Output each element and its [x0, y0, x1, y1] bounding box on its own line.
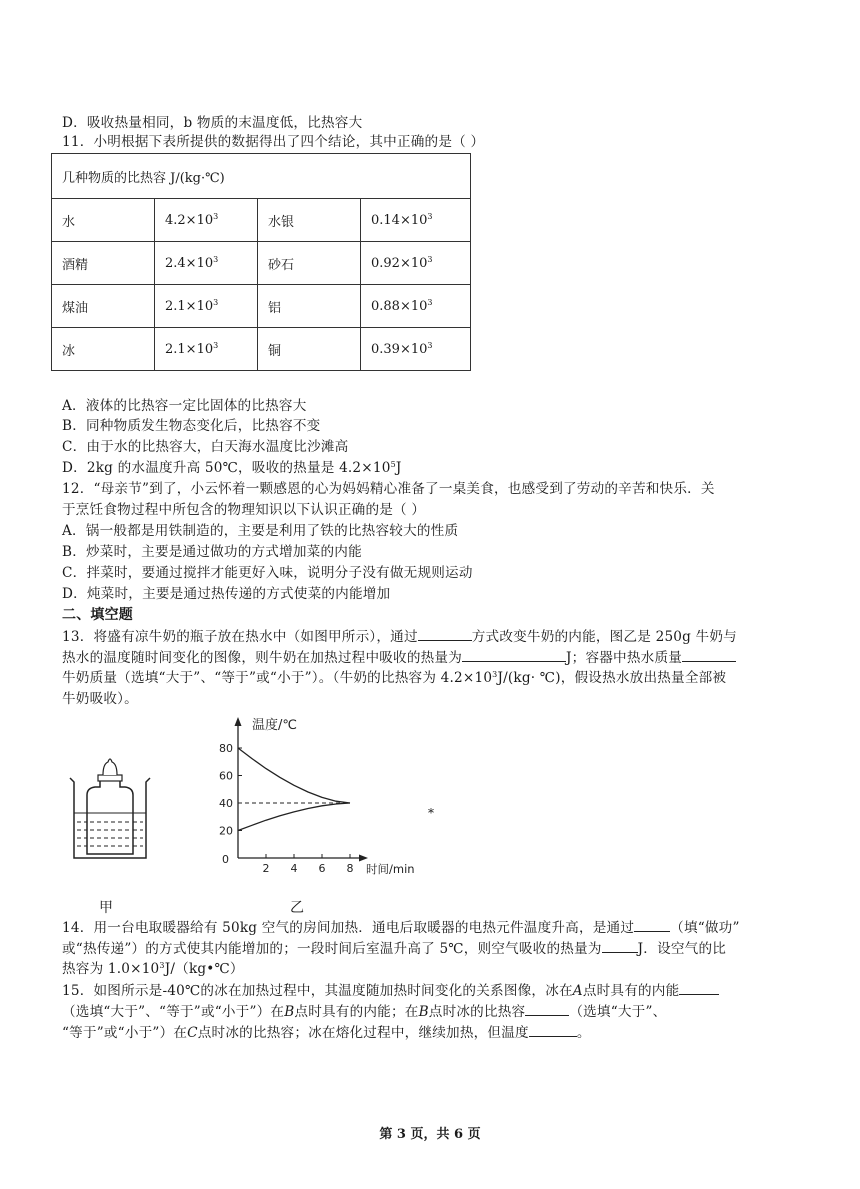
- table-cell: 砂石: [258, 242, 361, 285]
- milk-curve: [238, 803, 350, 831]
- q14-line1: 14．用一台电取暖器给有 50kg 空气的房间加热．通电后取暖器的电热元件温度升高，是通过 （填“做功”: [62, 917, 740, 938]
- origin-label: 0: [222, 853, 229, 866]
- q14-line3: 热容为 $1.0\times 10^3J/(kg•℃)$: [62, 961, 244, 977]
- q12-stem-line1: 12．“母亲节”到了，小云怀着一颗感恩的心为妈妈精心准备了一桌美食，也感受到了劳动的辛苦和快乐．关: [62, 481, 715, 497]
- q13-line2: 热水的温度随时间变化的图像，则牛奶在加热过程中吸收的热量为 J；容器中热水质量: [62, 647, 736, 668]
- figure-label-jia: 甲: [99, 900, 113, 916]
- q11-stem: 11．小明根据下表所提供的数据得出了四个结论，其中正确的是（ ）: [62, 134, 485, 150]
- table-cell: 酒精: [52, 242, 155, 285]
- beaker-figure: [62, 750, 162, 865]
- x-tick-label: 8: [346, 862, 354, 875]
- asterisk-mark: *: [428, 806, 434, 820]
- answer-blank[interactable]: [634, 917, 670, 932]
- answer-blank[interactable]: [602, 938, 638, 953]
- table-cell: $0.88\times 10^3$: [361, 285, 471, 328]
- answer-blank[interactable]: [418, 626, 472, 641]
- answer-blank[interactable]: [679, 980, 719, 995]
- page-footer: 第 3 页，共 6 页: [379, 1127, 481, 1142]
- q13-line4: 牛奶吸收）。: [62, 691, 138, 707]
- temperature-chart: [200, 712, 440, 882]
- answer-blank[interactable]: [525, 1001, 569, 1016]
- table-title: 几种物质的比热容 J/(kg·℃): [52, 154, 471, 199]
- q11-option-b: B．同种物质发生物态变化后，比热容不变: [62, 418, 321, 434]
- y-tick-label: 60: [219, 769, 233, 783]
- answer-blank[interactable]: [682, 647, 736, 662]
- x-tick-label: 2: [262, 862, 270, 875]
- table-cell: 铜: [258, 328, 361, 371]
- section-title: 二、填空题: [62, 607, 133, 623]
- q10-option-d: D．吸收热量相同，b 物质的末温度低，比热容大: [62, 115, 363, 131]
- y-tick-label: 20: [219, 824, 233, 838]
- x-tick-label: 4: [290, 862, 298, 875]
- y-tick-label: 80: [219, 742, 233, 755]
- q12-option-c: C．拌菜时，要通过搅拌才能更好入味，说明分子没有做无规则运动: [62, 565, 473, 581]
- q11-option-a: A．液体的比热容一定比固体的比热容大: [62, 398, 307, 414]
- table-row: [52, 199, 471, 242]
- x-axis-label: 时间/min: [366, 862, 415, 876]
- table-cell: $4.2\times 10^3$: [155, 199, 258, 242]
- table-cell: $0.92\times 10^3$: [361, 242, 471, 285]
- q15-line1: 15．如图所示是-40℃的冰在加热过程中，其温度随加热时间变化的关系图像，冰在A点时具有的内能: [62, 980, 719, 1001]
- answer-blank[interactable]: [462, 647, 566, 662]
- q13-line1: 13．将盛有凉牛奶的瓶子放在热水中（如图甲所示），通过 方式改变牛奶的内能，图乙是 250g 牛奶与: [62, 626, 737, 647]
- table-cell: $2.1\times 10^3$: [155, 285, 258, 328]
- figure-label-yi: 乙: [290, 900, 304, 916]
- table-cell: 铝: [258, 285, 361, 328]
- y-axis-label: 温度/℃: [252, 718, 297, 733]
- q15-line3: “等于”或“小于”）在C点时冰的比热容；冰在熔化过程中，继续加热，但温度 。: [62, 1022, 591, 1043]
- q12-option-a: A．锅一般都是用铁制造的，主要是利用了铁的比热容较大的性质: [62, 523, 459, 539]
- table-cell: 冰: [52, 328, 155, 371]
- q12-stem-line2: 于烹饪食物过程中所包含的物理知识以下认识正确的是（ ）: [62, 502, 426, 518]
- table-cell: $2.1\times 10^3$: [155, 328, 258, 371]
- hot-water-curve: [238, 748, 350, 803]
- table-cell: $2.4\times 10^3$: [155, 242, 258, 285]
- table-cell: 煤油: [52, 285, 155, 328]
- q14-line2: 或“热传递”）的方式使其内能增加的；一段时间后室温升高了 5℃，则空气吸收的热量为 J．设空气的比: [62, 938, 726, 959]
- specific-heat-table: [51, 153, 471, 371]
- q15-line2: （选填“大于”、“等于”或“小于”）在B点时具有的内能；在B点时冰的比热容 （选填“大于”、: [62, 1001, 666, 1022]
- table-cell: $0.39\times 10^3$: [361, 328, 471, 371]
- y-tick-label: 40: [219, 797, 233, 810]
- table-cell: 水: [52, 199, 155, 242]
- answer-blank[interactable]: [529, 1022, 577, 1037]
- table-row: [52, 242, 471, 285]
- table-cell: $0.14\times 10^3$: [361, 199, 471, 242]
- table-row: [52, 328, 471, 371]
- q13-line3: 牛奶质量（选填“大于”、“等于”或“小于”）。（牛奶的比热容为 $4.2\times 10^3J/(kg\cdot$ ℃)，假设热水放出热量全部被: [62, 670, 727, 686]
- x-tick-label: 6: [318, 862, 326, 875]
- q11-option-d: D．2kg 的水温度升高 50℃，吸收的热量是 $4.2\times 10^5J$: [62, 460, 402, 476]
- table-row: [52, 285, 471, 328]
- table-cell: 水银: [258, 199, 361, 242]
- q12-option-b: B．炒菜时，主要是通过做功的方式增加菜的内能: [62, 544, 362, 560]
- q12-option-d: D．炖菜时，主要是通过热传递的方式使菜的内能增加: [62, 586, 391, 602]
- q11-option-c: C．由于水的比热容大，白天海水温度比沙滩高: [62, 439, 349, 455]
